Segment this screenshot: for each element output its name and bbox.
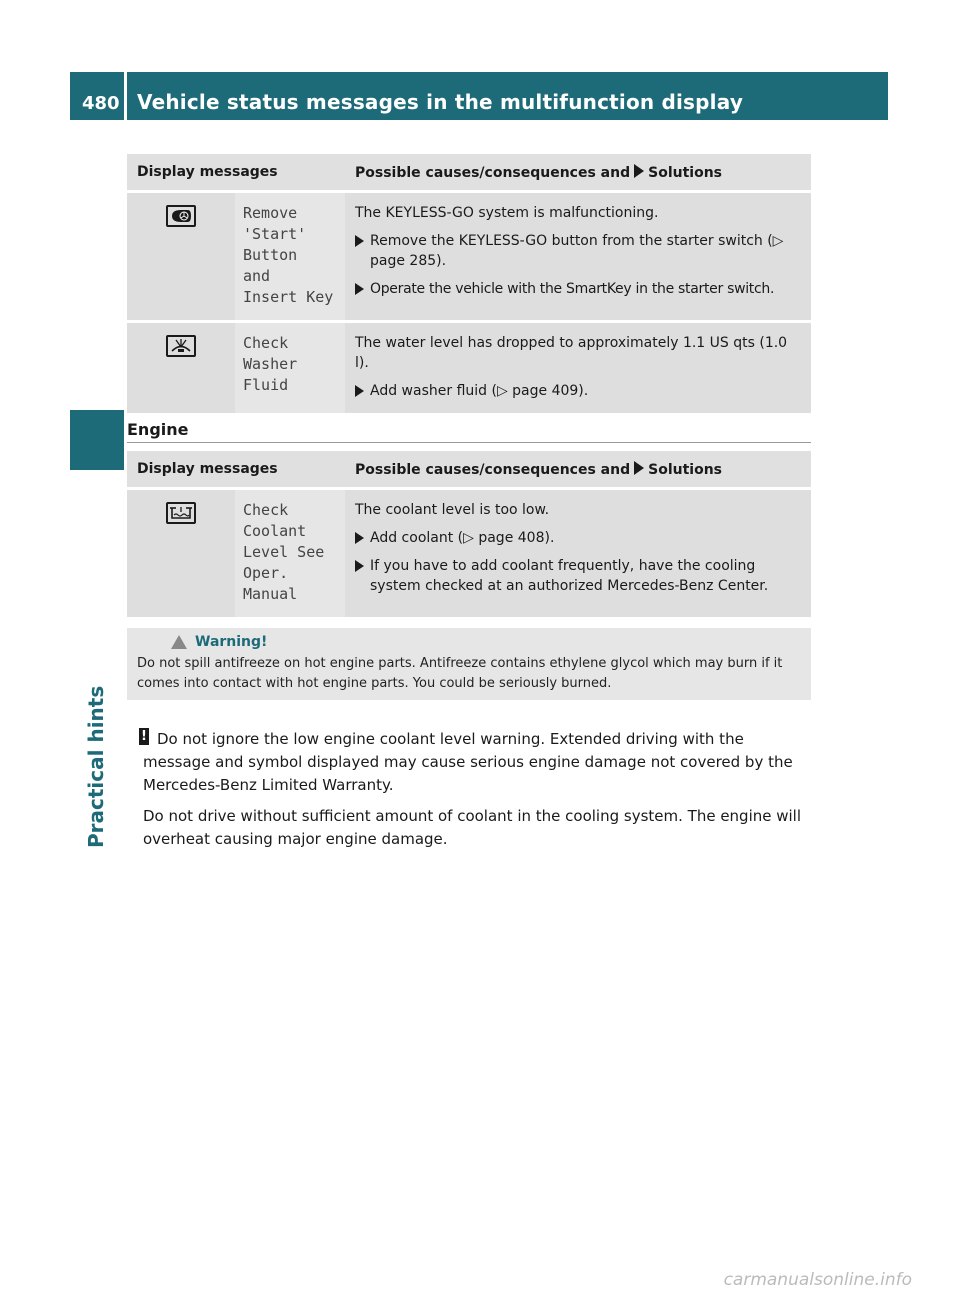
warning-body: Do not spill antifreeze on hot engine parts. Antifreeze contains ethylene glycol which may burn if it comes into contact with hot engine parts. You could be seriously burned. xyxy=(137,656,783,691)
smartkey-icon xyxy=(166,205,196,227)
header-causes xyxy=(345,154,811,192)
warning-box xyxy=(127,628,811,700)
section-divider xyxy=(127,442,811,443)
header-solutions-text: Solutions xyxy=(648,461,723,478)
arrow-icon xyxy=(355,235,364,247)
cause-text: The coolant level is too low. xyxy=(355,502,550,518)
table-header-row xyxy=(127,451,811,489)
solution-step xyxy=(355,381,803,401)
table-row xyxy=(127,323,811,413)
messages-table-1 xyxy=(127,154,811,413)
step-text: Add washer fluid (▷ page 409). xyxy=(370,383,589,399)
arrow-icon xyxy=(355,283,364,295)
cause-text: The water level has dropped to approximately 1.1 US qts (1.0 l). xyxy=(355,335,788,371)
arrow-icon xyxy=(634,164,644,178)
header-display-messages: Display messages xyxy=(127,154,345,192)
display-message-cell xyxy=(235,489,345,618)
washer-fluid-icon xyxy=(166,335,196,357)
step-text: Remove the KEYLESS-GO button from the starter switch (▷ page 285). xyxy=(370,233,784,269)
header-solutions-text: Solutions xyxy=(648,164,723,181)
coolant-icon xyxy=(166,502,196,524)
icon-cell xyxy=(127,323,235,413)
arrow-icon xyxy=(355,532,364,544)
display-message-cell xyxy=(235,323,345,413)
page-header xyxy=(70,72,888,120)
icon-cell xyxy=(127,192,235,321)
solution-cell xyxy=(345,323,811,413)
note-paragraph: Do not drive without sufficient amount of coolant in the cooling system. The engine will overheat causing major engine damage. xyxy=(143,807,802,848)
side-tab-label: Practical hints xyxy=(84,685,108,848)
solution-step xyxy=(355,556,803,596)
page-title: Vehicle status messages in the multifunction display xyxy=(137,90,744,114)
display-message: Remove 'Start' Button and Insert Key xyxy=(243,204,334,306)
solution-cell xyxy=(345,489,811,618)
arrow-icon xyxy=(634,461,644,475)
header-causes-text: Possible causes/consequences and xyxy=(355,164,631,181)
display-message-cell xyxy=(235,192,345,321)
step-text: Operate the vehicle with the SmartKey in the starter switch. xyxy=(370,281,775,297)
solution-step xyxy=(355,279,803,299)
step-text: Add coolant (▷ page 408). xyxy=(370,530,555,546)
icon-cell xyxy=(127,489,235,618)
warning-title-text: Warning! xyxy=(195,634,268,650)
header-causes-text: Possible causes/consequences and xyxy=(355,461,631,478)
solution-step xyxy=(355,528,803,548)
page-number: 480 xyxy=(82,93,120,114)
watermark: carmanualsonline.info xyxy=(723,1270,912,1290)
section-heading-engine: Engine xyxy=(127,420,189,439)
arrow-icon xyxy=(355,560,364,572)
note-block xyxy=(127,728,815,859)
note-paragraph: Do not ignore the low engine coolant level warning. Extended driving with the message and symbol displayed may cause serious engine damage not covered by the Mercedes-Benz Limited Warranty. xyxy=(143,730,793,794)
exclamation-icon: ! xyxy=(139,728,149,745)
header-causes xyxy=(345,451,811,489)
solution-cell xyxy=(345,192,811,321)
step-text: If you have to add coolant frequently, have the cooling system checked at an authorized Mercedes-Benz Center. xyxy=(370,558,769,594)
display-message: Check Washer Fluid xyxy=(243,334,298,394)
messages-table-2 xyxy=(127,451,811,617)
table-header-row xyxy=(127,154,811,192)
display-message: Check Coolant Level See Oper. Manual xyxy=(243,501,325,603)
warning-title xyxy=(171,634,801,650)
warning-triangle-icon xyxy=(171,635,187,649)
table-row xyxy=(127,192,811,321)
header-display-messages: Display messages xyxy=(127,451,345,489)
side-tab-marker xyxy=(70,410,124,470)
solution-step xyxy=(355,231,803,271)
table-row xyxy=(127,489,811,618)
arrow-icon xyxy=(355,385,364,397)
cause-text: The KEYLESS-GO system is malfunctioning. xyxy=(355,205,659,221)
